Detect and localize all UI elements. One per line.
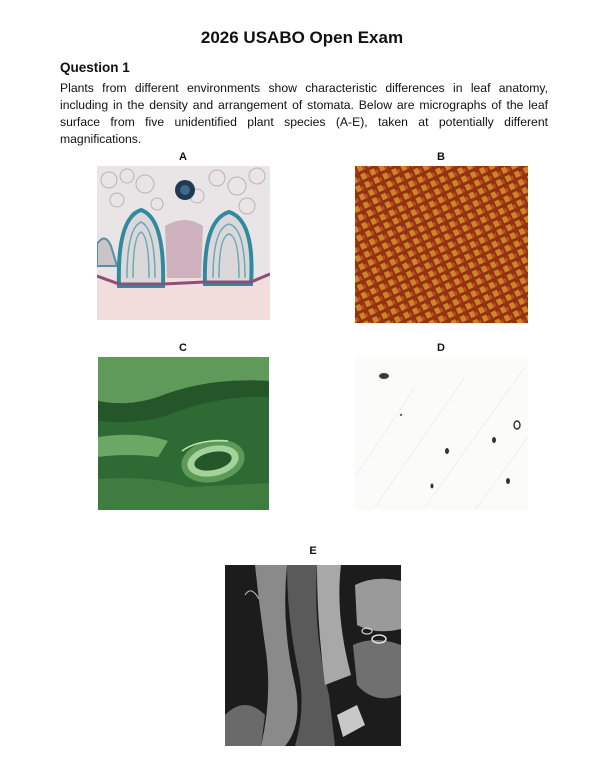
panel-label-d: D <box>437 342 445 354</box>
micrograph-e <box>225 565 401 746</box>
micrograph-d <box>355 357 528 510</box>
panel-label-b: B <box>437 151 445 163</box>
micrograph-b <box>355 166 528 323</box>
panel-label-c: C <box>179 342 187 354</box>
question-heading: Question 1 <box>60 60 130 75</box>
micrograph-a <box>97 166 270 320</box>
panel-label-e: E <box>309 545 317 557</box>
micrograph-c <box>98 357 269 510</box>
question-text: Plants from different environments show characteristic differences in leaf anatomy, including in the density and arrangement of stomata. Below are micrographs of the leaf surface from five unidentified plant species (A-E), taken at potentially different magnifications. <box>60 81 548 146</box>
panel-label-a: A <box>179 151 187 163</box>
exam-title: 2026 USABO Open Exam <box>200 28 404 47</box>
